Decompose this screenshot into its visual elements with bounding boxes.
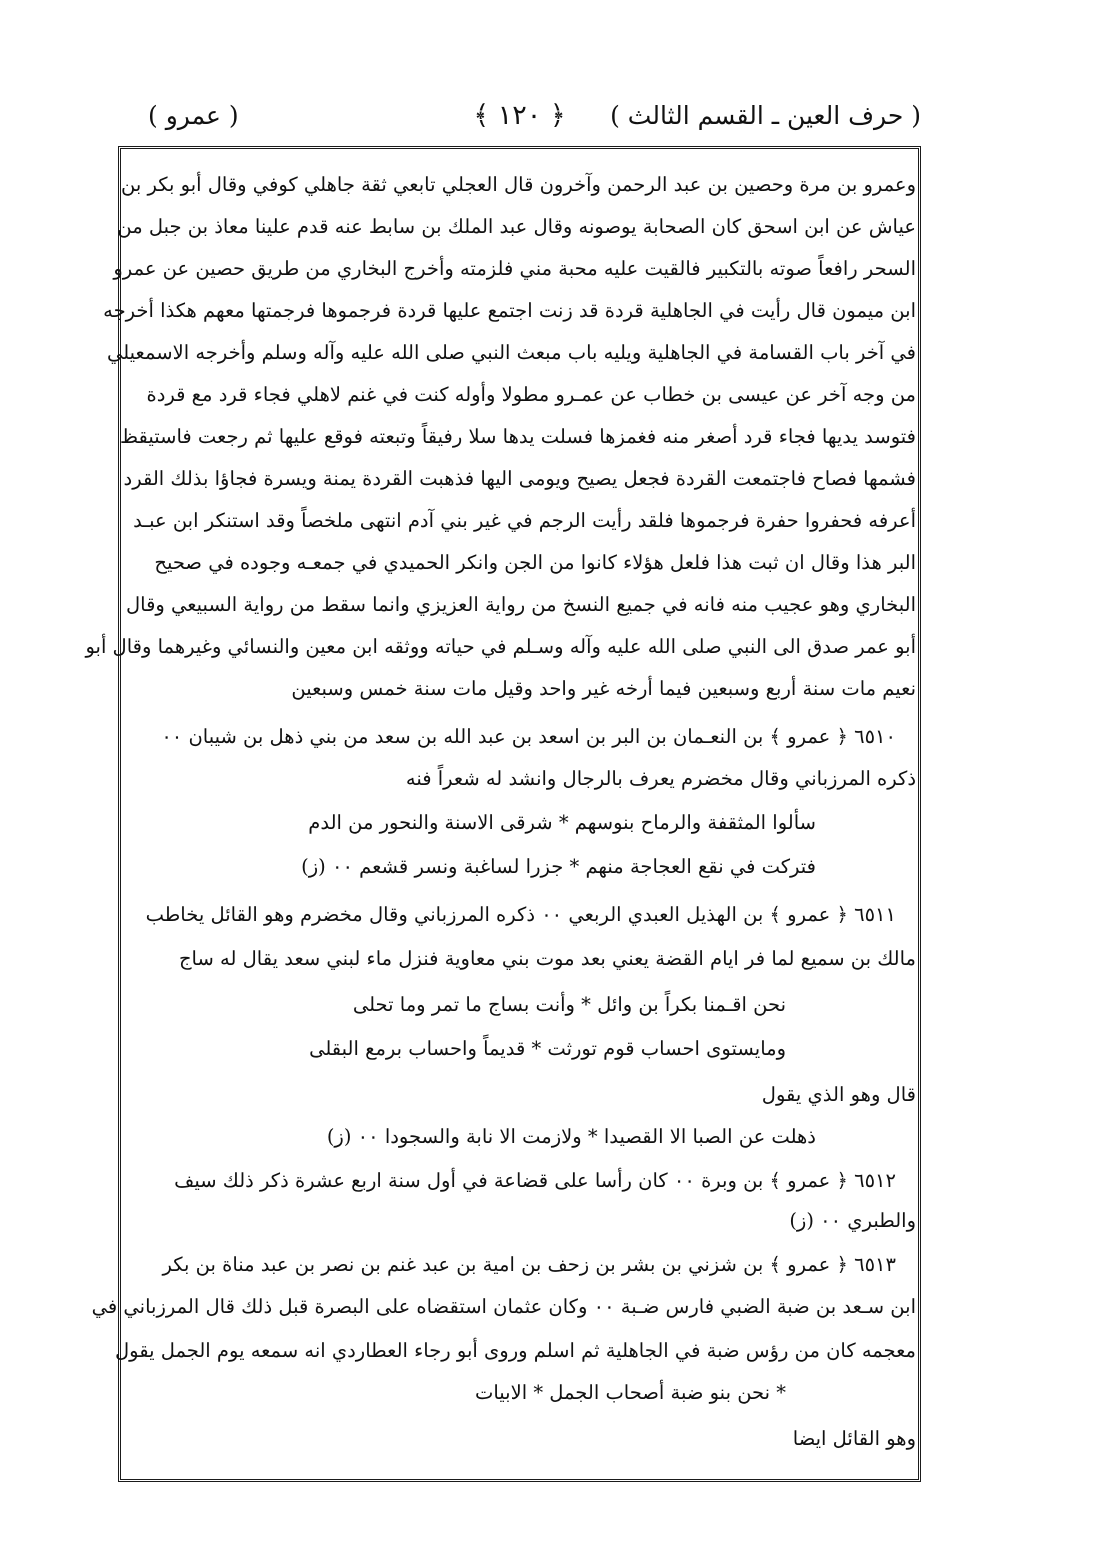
text-line: نعيم مات سنة أربع وسبعين فيما أرخه غير واحد وقيل مات سنة خمس وسبعين [291,677,916,700]
text-line: معجمه كان من رؤس ضبة في الجاهلية ثم اسلم وروى أبو رجاء العطاردي انه سمعه يوم الجمل يقول [115,1339,916,1362]
text-line: والطبري ٠٠ (ز) [789,1209,916,1232]
text-line: قال وهو الذي يقول [761,1083,916,1106]
text-line: أعرفه فحفروا حفرة فرجموها فلقد رأيت الرجم في غير بني آدم انتهى ملخصاً وقد استنكر ابن عبـد [133,509,916,532]
text-line: السحر رافعاً صوته بالتكبير فالقيت عليه محبة مني فلزمته وأخرج البخاري من طريق حصين عن عمرو [113,257,916,280]
text-line: ابن ميمون قال رأيت في الجاهلية قردة قد زنت اجتمع عليها قردة فرجموها فرجمتها معهم هكذا أخرجه [103,299,916,322]
entry-heading-6510: ٦٥١٠ ﴿ عمرو ﴾ بن النعـمان بن البر بن اسعد بن عبد الله بن سعد من بني ذهل بن شيبان ٠٠ [161,725,896,748]
verse-line: سألوا المثقفة والرماح بنوسهم * شرقى الاسنة والنحور من الدم [308,811,816,834]
header-page-number: ﴿ ١٢٠ ﴾ [473,100,566,131]
text-line: البخاري وهو عجيب منه فانه في جميع النسخ من رواية العزيزي وانما سقط من رواية السبيعي وقال [125,593,916,616]
text-line: وهو القائل ايضا [792,1427,916,1450]
text-line: ابن سـعد بن ضبة الضبي فارس ضـبة ٠٠ وكان عثمان استقضاه على البصرة قبل ذلك قال المرزباني في [91,1295,916,1318]
entry-heading-6513: ٦٥١٣ ﴿ عمرو ﴾ بن شزني بن بشر بن زحف بن امية بن عبد غنم بن نصر بن عبد مناة بن بكر [162,1253,896,1276]
text-line: في آخر باب القسامة في الجاهلية ويليه باب مبعث النبي صلى الله عليه وآله وسلم وأخرجه الاسمعيلي [106,341,916,364]
text-line: ذكره المرزباني وقال مخضرم يعرف بالرجال وانشد له شعراً فنه [405,767,916,790]
verse-line: ذهلت عن الصبا الا القصيدا * ولازمت الا نابة والسجودا ٠٠ (ز) [326,1125,816,1148]
text-line: وعمرو بن مرة وحصين بن عبد الرحمن وآخرون قال العجلي تابعي ثقة جاهلي كوفي وقال أبو بكر بن [121,173,916,196]
header-entry-name: ( عمرو ) [148,101,239,130]
text-line: البر هذا وقال ان ثبت هذا فلعل هؤلاء كانوا من الجن وانكر الحميدي في جمعـه وجوده في صحيح [154,551,916,574]
verse-line: فتركت في نقع العجاجة منهم * جزرا لساغبة ونسر قشعم ٠٠ (ز) [301,855,816,878]
verse-line: ومايستوى احساب قوم تورثت * قديماً واحساب برمع البقلى [309,1037,786,1060]
text-line: من وجه آخر عن عيسى بن خطاب عن عمـرو مطولا وأوله كنت في غنم لاهلي فجاء قرد مع قردة [146,383,916,406]
entry-heading-6511: ٦٥١١ ﴿ عمرو ﴾ بن الهذيل العبدي الربعي ٠٠ ذكره المرزباني وقال مخضرم وهو القائل يخاطب [145,903,896,926]
entry-heading-6512: ٦٥١٢ ﴿ عمرو ﴾ بن وبرة ٠٠ كان رأسا على قضاعة في أول سنة اربع عشرة ذكر ذلك سيف [174,1169,896,1192]
text-line: فتوسد يديها فجاء قرد أصغر منه فغمزها فسلت يدها سلا رفيقاً وتبعته فوقع عليها ثم رجعت فاستيقظ [119,425,916,448]
running-header [118,96,921,136]
text-line: فشمها فصاح فاجتمعت القردة فجعل يصيح ويومى اليها فذهبت القردة يمنة ويسرة فجاؤا بذلك القرد [123,467,916,490]
text-line: عياش عن ابن اسحق كان الصحابة يوصونه وقال عبد الملك بن سابط عنه قدم علينا معاذ بن جبل من [117,215,916,238]
verse-line: نحن اقـمنا بكراً بن وائل * وأنت بساج ما تمر وما تحلى [352,993,786,1016]
text-line: أبو عمر صدق الى النبي صلى الله عليه وآله وسـلم في حياته ووثقه ابن معين والنسائي وغيرهما وقال أبو [85,635,916,658]
text-line: مالك بن سميع لما فر ايام القضة يعني بعد موت بني معاوية فنزل ماء لبني سعد يقال له ساج [178,947,916,970]
header-section-title: ( حرف العين ـ القسم الثالث ) [610,101,921,130]
verse-line: * نحن بنو ضبة أصحاب الجمل * الابيات [474,1381,786,1404]
